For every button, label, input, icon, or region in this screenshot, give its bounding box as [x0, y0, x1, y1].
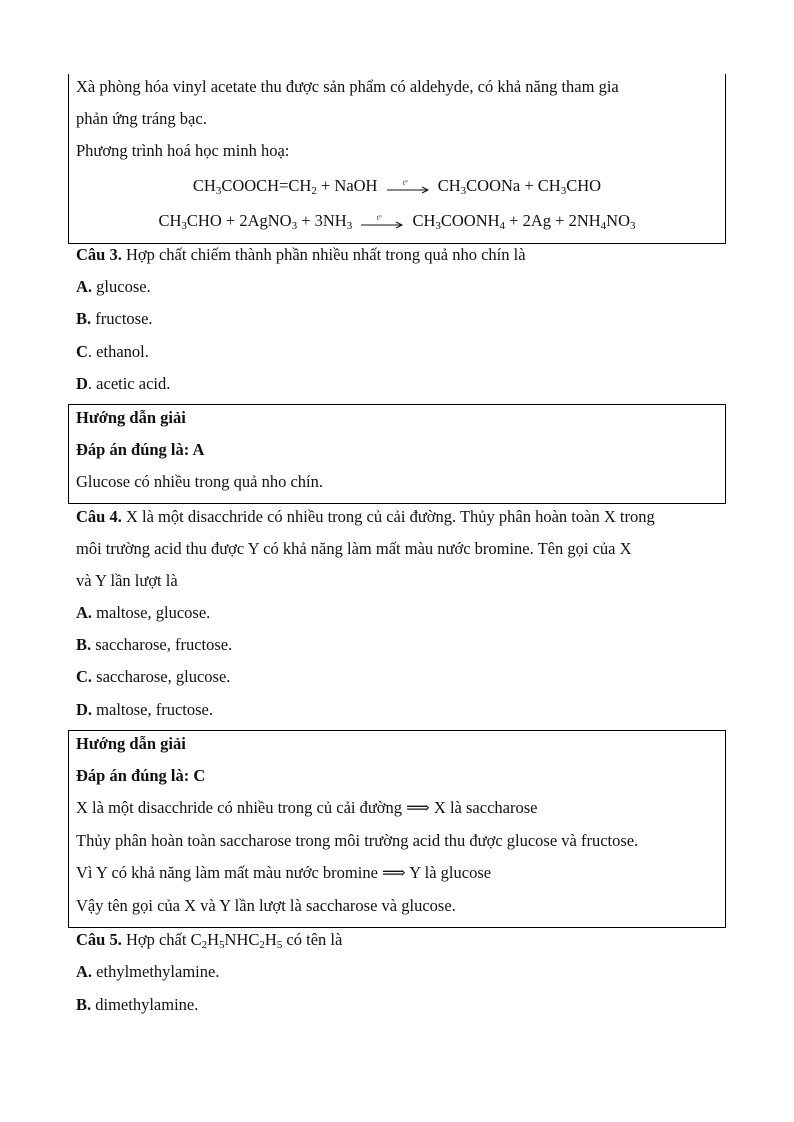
question-4-solution-line-2: Thủy phân hoàn toàn saccharose trong môi trường acid thu được glucose và fructose.	[76, 831, 639, 850]
question-3-text: Hợp chất chiếm thành phần nhiều nhất trong quả nho chín là	[125, 245, 526, 264]
option-letter: C.	[76, 667, 93, 686]
question-5-text: Hợp chất $C_2H_5NHC_2H_5$ có tên là	[125, 930, 343, 951]
prev-solution-line-3: Phương trình hoá học minh hoạ:	[76, 141, 290, 160]
question-4-option-b	[76, 634, 232, 656]
option-letter: A.	[76, 962, 93, 981]
option-letter: C	[76, 342, 88, 361]
equation-1	[68, 175, 726, 197]
option-letter: B.	[76, 995, 92, 1014]
question-4-text-line-1: X là một disacchride có nhiều trong củ cải đường. Thủy phân hoàn toàn X trong	[125, 507, 655, 526]
option-text: glucose.	[96, 277, 151, 296]
question-3-solution-answer	[76, 439, 204, 461]
question-4-solution-line-4: Vậy tên gọi của X và Y lần lượt là saccharose và glucose.	[76, 896, 456, 915]
question-4-option-a	[76, 602, 210, 624]
question-3-option-d	[76, 373, 170, 395]
question-3-label: Câu 3.	[76, 245, 122, 264]
reaction-arrow-icon	[360, 215, 404, 229]
reaction-arrow-icon	[386, 180, 430, 194]
option-letter: A.	[76, 277, 93, 296]
question-4-solution-heading	[76, 733, 186, 755]
option-text: dimethylamine.	[95, 995, 199, 1014]
question-4-text-line-3: và Y lần lượt là	[76, 571, 178, 590]
question-4-option-c	[76, 666, 230, 688]
equation-2	[68, 210, 726, 232]
question-4-text-line-2: môi trường acid thu được Y có khả năng làm mất màu nước bromine. Tên gọi của X	[76, 539, 632, 558]
option-letter: B.	[76, 309, 92, 328]
option-letter: B.	[76, 635, 92, 654]
question-5-option-b	[76, 994, 198, 1016]
solution-answer-text: Đáp án đúng là: A	[76, 440, 205, 459]
question-3-option-c	[76, 341, 149, 363]
option-text: . acetic acid.	[87, 374, 171, 393]
question-4	[76, 506, 655, 528]
question-5	[76, 929, 342, 951]
equation-2-right: $CH_3COONH_4 + 2Ag + 2NH_4NO_3$	[412, 211, 636, 232]
equation-1-left: $CH_3COOCH=CH_2$ + NaOH	[192, 176, 378, 197]
option-letter: D.	[76, 700, 93, 719]
question-4-solution-answer	[76, 765, 205, 787]
option-text: maltose, glucose.	[96, 603, 211, 622]
option-letter: A.	[76, 603, 93, 622]
solution-answer-text: Đáp án đúng là: C	[76, 766, 206, 785]
question-4-solution-line-1: X là một disacchride có nhiều trong củ cải đường ⟹ X là saccharose	[76, 798, 538, 817]
option-text: ethylmethylamine.	[96, 962, 220, 981]
option-text: saccharose, fructose.	[95, 635, 233, 654]
question-3-solution-line-1: Glucose có nhiều trong quả nho chín.	[76, 472, 323, 491]
option-text: fructose.	[95, 309, 153, 328]
solution-heading-text: Hướng dẫn giải	[76, 734, 186, 753]
equation-1-right: $CH_3COONa + CH_3CHO$	[437, 176, 602, 197]
arrow-condition: t°	[402, 180, 408, 188]
question-4-label: Câu 4.	[76, 507, 122, 526]
prev-solution-line-2: phản ứng tráng bạc.	[76, 109, 207, 128]
option-text: saccharose, glucose.	[96, 667, 231, 686]
question-4-solution-line-3: Vì Y có khả năng làm mất màu nước bromine ⟹ Y là glucose	[76, 863, 492, 882]
question-3-option-b	[76, 308, 153, 330]
question-3-option-a	[76, 276, 151, 298]
question-5-label: Câu 5.	[76, 930, 122, 949]
question-5-option-a	[76, 961, 219, 983]
question-3-solution-heading	[76, 407, 186, 429]
solution-heading-text: Hướng dẫn giải	[76, 408, 186, 427]
equation-2-left: $CH_3CHO$ + 2AgNO$_3$ + $3NH_3$	[158, 211, 353, 232]
option-text: . ethanol.	[87, 342, 149, 361]
option-letter: D	[76, 374, 88, 393]
arrow-condition: t°	[377, 215, 383, 223]
prev-solution-line-1: Xà phòng hóa vinyl acetate thu được sản phẩm có aldehyde, có khả năng tham gia	[76, 77, 619, 96]
question-3	[76, 244, 526, 266]
question-4-option-d	[76, 699, 213, 721]
option-text: maltose, fructose.	[96, 700, 214, 719]
